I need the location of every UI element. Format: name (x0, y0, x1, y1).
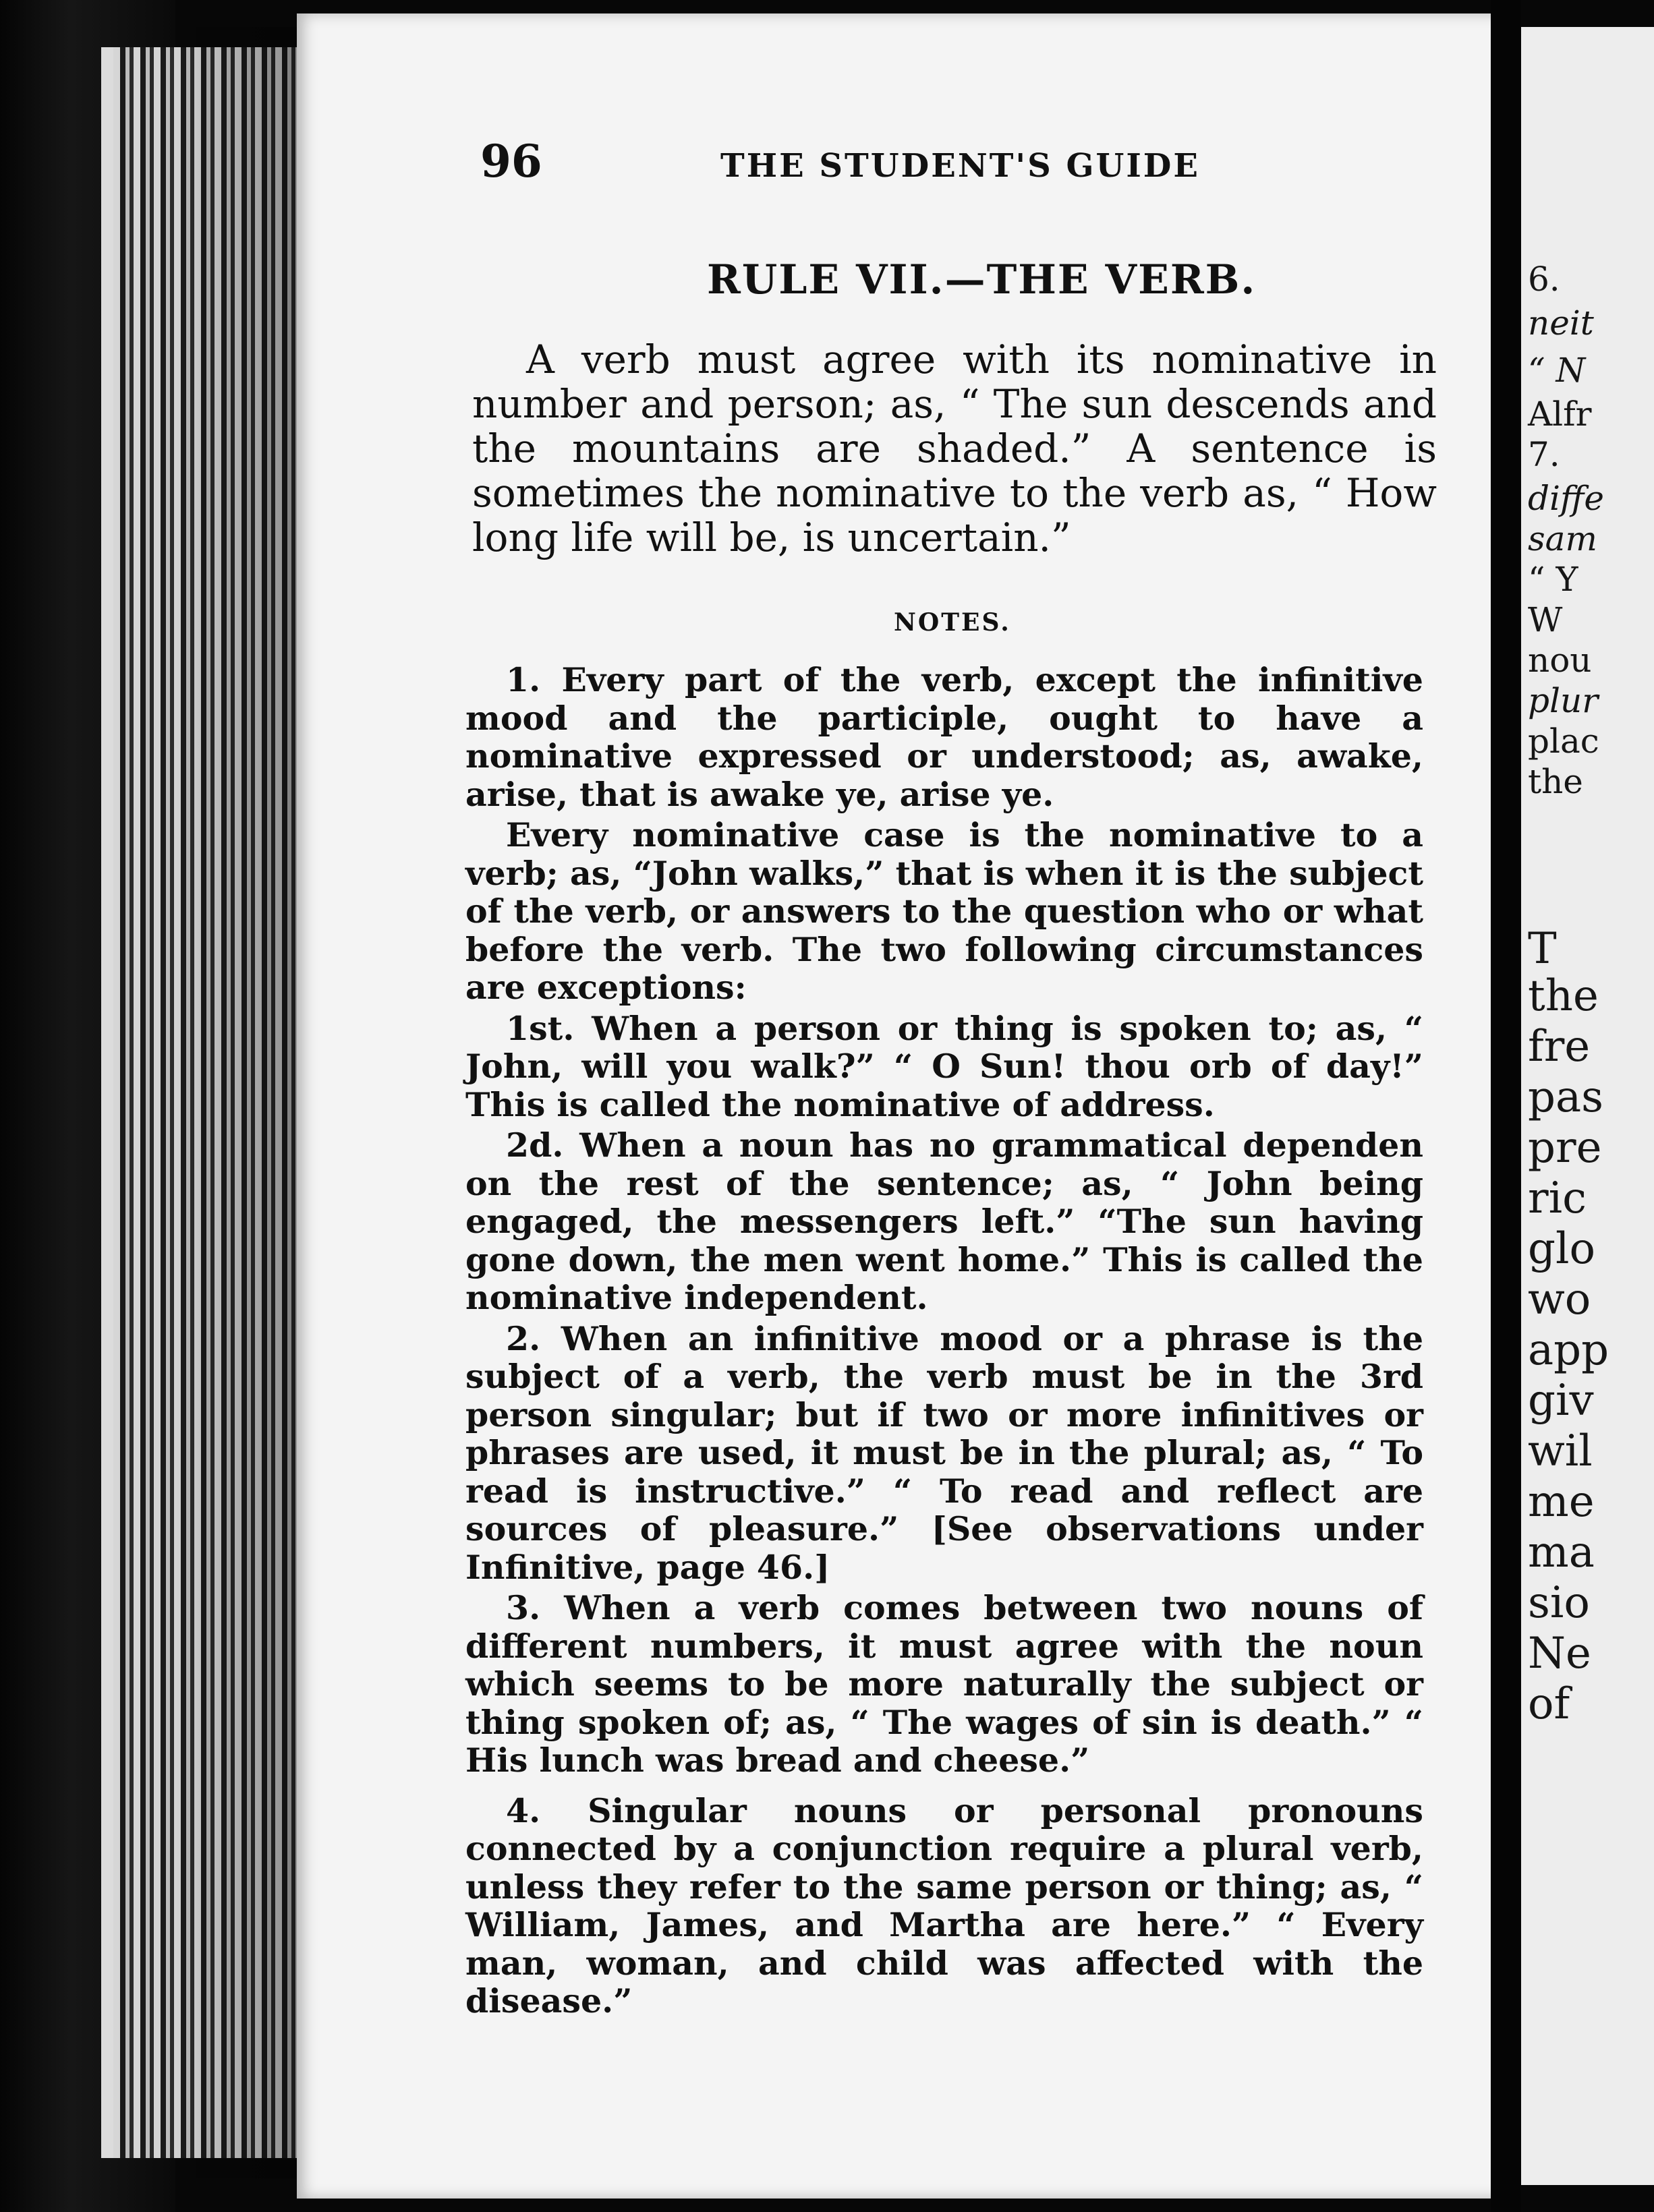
rule-number: RULE VII. (707, 256, 945, 303)
edge-shadow (169, 27, 304, 2178)
adjacent-fragment: ma (1528, 1527, 1595, 1577)
adjacent-fragment: neit (1528, 303, 1594, 343)
page-gutter (1491, 0, 1521, 2212)
adjacent-fragment: diffe (1528, 479, 1605, 518)
page-header (480, 135, 1425, 196)
adjacent-fragment: glo (1528, 1224, 1595, 1274)
adjacent-fragment: Alfr (1528, 395, 1592, 434)
adjacent-fragment: plur (1528, 681, 1599, 720)
adjacent-fragment: Ne (1528, 1629, 1591, 1679)
note-1-continuation: Every nominative case is the nominative to a verb; as, “John walks,” that is when it is the subject of the verb, or answers to the question who or what before the verb. The two following circumstances are exceptions: (465, 815, 1423, 1007)
adjacent-fragment: 7. (1528, 435, 1560, 474)
adjacent-fragment: pas (1528, 1072, 1603, 1122)
adjacent-fragment: giv (1528, 1376, 1594, 1426)
adjacent-fragment: fre (1528, 1022, 1591, 1072)
rule-title: THE VERB. (986, 256, 1257, 303)
page-number: 96 (480, 135, 542, 187)
note-1-exception-1: 1st. When a person or thing is spoken to; as, “ John, will you walk?” “ O Sun! thou orb of day!” This is called the nominative of address. (465, 1008, 1423, 1124)
adjacent-fragment: pre (1528, 1123, 1602, 1173)
adjacent-fragment: “ N (1528, 351, 1586, 390)
rule-heading (707, 256, 1256, 303)
adjacent-fragment: me (1528, 1477, 1595, 1527)
note-1: 1. Every part of the verb, except the infinitive mood and the participle, ought to have a nominative expressed or understood; as, awake, arise, that is awake ye, arise ye. (465, 660, 1423, 814)
adjacent-fragment: the (1528, 762, 1583, 801)
notes-section (465, 661, 1423, 2023)
adjacent-fragment: plac (1528, 722, 1599, 761)
adjacent-fragment: nou (1528, 641, 1592, 680)
adjacent-fragment: 6. (1528, 260, 1560, 299)
adjacent-fragment: wil (1528, 1426, 1593, 1476)
note-4: 4. Singular nouns or personal pronouns connected by a conjunction require a plural verb, unless they refer to the same person or thing; as, “ William, James, and Martha are here.” “ Every man, woman, and child was affected with the disease.” (465, 1791, 1423, 2020)
rule-statement (472, 337, 1437, 560)
adjacent-fragment: sam (1528, 519, 1597, 558)
rule-paragraph: A verb must agree with its nominative in number and person; as, “ The sun descends and the mountains are shaded.” A sentence is sometimes the nominative to the verb as, “ How long life will be, is uncertain.” (472, 337, 1437, 560)
heading-dash: — (944, 256, 987, 303)
adjacent-fragment: sio (1528, 1578, 1590, 1628)
adjacent-fragment: app (1528, 1325, 1609, 1375)
adjacent-fragment: the (1528, 971, 1599, 1021)
running-head: THE STUDENT'S GUIDE (720, 147, 1200, 185)
adjacent-page (1521, 27, 1654, 2185)
adjacent-fragment: wo (1528, 1275, 1591, 1325)
note-3: 3. When a verb comes between two nouns of different numbers, it must agree with the noun which seems to be more naturally the subject or thing spoken of; as, “ The wages of sin is death.” “ His lunch was bread and cheese.” (465, 1588, 1423, 1780)
note-2: 2. When an infinitive mood or a phrase is the subject of a verb, the verb must be in the 3rd person singular; but if two or more infinitives or phrases are used, it must be in the plural; as, “ To read is instructive.” “ To read and reflect are sources of pleasure.” [See observations under Infinitive, page 46.] (465, 1318, 1423, 1587)
adjacent-fragment: W (1528, 600, 1563, 639)
adjacent-fragment: T (1528, 924, 1557, 974)
adjacent-fragment: “ Y (1528, 560, 1578, 599)
notes-heading: NOTES. (894, 608, 1011, 637)
adjacent-fragment: of (1528, 1679, 1570, 1729)
adjacent-fragment: ric (1528, 1173, 1587, 1223)
note-1-exception-2: 2d. When a noun has no grammatical dependen on the rest of the sentence; as, “ John being engaged, the messengers left.” “The sun having gone down, the men went home.” This is called the nominative independent. (465, 1126, 1423, 1317)
